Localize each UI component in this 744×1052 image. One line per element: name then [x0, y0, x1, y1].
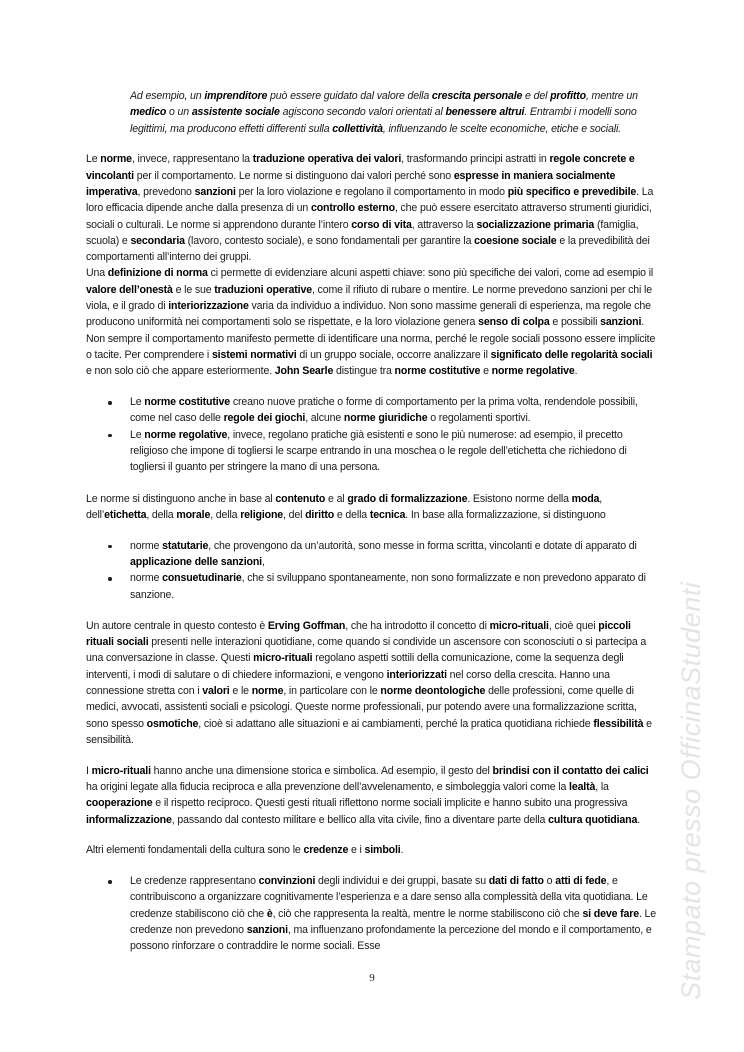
text-run: norme — [130, 539, 163, 552]
bold-term: statutarie — [162, 539, 209, 552]
bold-term: informalizzazione — [86, 813, 172, 826]
text-run: o regolamenti sportivi. — [427, 412, 531, 425]
bold-term: morale — [176, 508, 211, 521]
text-run: . La loro efficacia dipende anche dalla presenza di un — [86, 185, 654, 215]
text-run: Altri elementi fondamentali della cultura sono le — [86, 844, 304, 857]
text-run: , come il rifiuto di rubare o mentire. Le norme prevedono sanzioni per chi le viola, e il grado di — [86, 283, 652, 313]
bold-term: traduzione operativa dei valori — [252, 153, 402, 166]
bold-term: etichetta — [104, 508, 147, 521]
text-run: presenti nelle interazioni quotidiane, come quando si condivide un ascensore con sconosciuti o si partecipa a una conversazione in classe. Questi — [86, 636, 647, 665]
bold-term: profitto — [550, 90, 586, 102]
bold-term: norme regolative — [491, 365, 575, 378]
bold-term: sistemi normativi — [211, 348, 297, 361]
bold-term: controllo esterno — [310, 202, 395, 215]
text-run: distingue tra — [333, 365, 395, 378]
bold-term: micro-rituali — [489, 619, 549, 632]
bold-term: Erving Goffman — [267, 619, 346, 632]
page-number: 9 — [369, 971, 375, 984]
text-run: , della — [210, 508, 241, 521]
bold-term: John Searle — [274, 365, 334, 378]
text-run: e — [480, 365, 492, 378]
text-run: può essere guidato dal valore della — [267, 90, 432, 102]
list-item — [130, 538, 658, 571]
bold-term: regole concrete e vincolanti — [86, 153, 635, 182]
text-run: , cioè quei — [548, 619, 599, 632]
text-run: Le norme si distinguono anche in base al — [86, 492, 276, 505]
bold-term: contenuto — [275, 492, 326, 505]
text-run: , attraverso la — [411, 218, 477, 231]
text-run: . — [637, 813, 641, 826]
text-run: (famiglia, scuola) e — [86, 218, 639, 247]
bold-term: si deve fare — [582, 907, 639, 920]
bold-term: dati di fatto — [488, 875, 544, 888]
bold-term: norme deontologiche — [380, 685, 486, 697]
text-run: , prevedono — [137, 185, 195, 198]
text-run: Una — [86, 267, 108, 280]
bold-term: moda — [571, 492, 600, 505]
bold-term: grado di formalizzazione — [347, 492, 468, 505]
bold-term: atti di fede — [555, 875, 607, 888]
text-run: , e contribuiscono a organizzare cognitivamente l’esperienza e a dare senso alla complessità della vita quotidiana. Le credenze stabiliscono ciò che — [130, 875, 648, 920]
text-run: , invece, regolano pratiche già esistenti e sono le più numerose: ad esempio, il precetto religioso che impone di togliersi le scarpe entrando in una moschea o le regole dell’etichetta che richiedono di togliersi il guanto per stringere la mano di una persona. — [130, 428, 627, 474]
text-run: (lavoro, contesto sociale), e sono fondamentali per garantire la — [184, 234, 475, 247]
bold-term: cultura quotidiana — [548, 813, 638, 826]
text-run: e del — [522, 90, 551, 102]
bold-term: simboli — [364, 844, 401, 857]
text-run: . Entrambi i modelli sono legittimi, ma producono effetti differenti sulla — [130, 106, 637, 135]
paragraph — [86, 618, 658, 748]
bold-term: norme costitutive — [394, 365, 481, 378]
text-run: per la loro violazione e regolano il comportamento in modo — [235, 185, 508, 198]
text-run: Le — [130, 428, 145, 441]
bold-term: norme regolative — [144, 428, 228, 441]
paragraph — [86, 265, 658, 379]
text-run: . Esistono norme della — [467, 492, 572, 505]
bullet-list — [86, 873, 658, 954]
text-run: creano nuove pratiche o forme di comportamento per la prima volta, rendendole possibili, come nel caso delle — [130, 396, 638, 425]
bold-term: valori — [202, 685, 230, 697]
bold-term: interiorizzati — [386, 668, 447, 681]
text-run: e le sue — [172, 283, 215, 296]
text-run: o un — [166, 106, 192, 119]
paragraph — [86, 491, 658, 524]
bold-term: brindisi con il contatto dei calici — [492, 764, 649, 777]
text-run: varia da individuo a individuo. Non sono massime generali di esperienza, ma regole che producono uniformità nei comportamenti solo se rispettate, e la loro violazione genera — [86, 300, 651, 329]
text-run: , ciò che rappresenta la realtà, mentre le norme stabiliscono ciò che — [272, 907, 583, 920]
bold-term: senso di colpa — [478, 316, 550, 329]
bold-term: imprenditore — [204, 90, 268, 102]
bold-term: sanzioni — [194, 185, 236, 198]
text-run: , in particolare con le — [283, 685, 381, 697]
text-run: , che può essere esercitato attraverso strumenti giuridici, sociali o culturali. Le norme si apprendono durante l’intero — [86, 202, 652, 231]
text-run: e possibili — [549, 316, 601, 329]
bold-term: tecnica — [369, 508, 406, 521]
text-run: hanno anche una dimensione storica e simbolica. Ad esempio, il gesto del — [150, 764, 493, 777]
list-item — [130, 873, 658, 954]
list-item — [130, 570, 658, 603]
text-run: , mentre un — [585, 90, 638, 102]
text-run: e al — [325, 492, 348, 505]
bold-term: norme — [100, 153, 132, 166]
bold-term: piccoli rituali sociali — [86, 619, 631, 649]
text-run: Le — [130, 396, 145, 409]
bold-term: è — [266, 907, 273, 920]
paragraph — [86, 763, 658, 828]
bold-term: corso di vita — [351, 218, 412, 231]
bold-term: cooperazione — [86, 797, 153, 810]
bold-term: lealtà — [569, 780, 596, 793]
text-run: e il rispetto reciproco. Questi gesti rituali riflettono norme sociali implicite e hanno subito una progressiva — [152, 797, 628, 810]
text-run: , ma influenzano profondamente la percezione del mondo e il comportamento, e possono rinforzare o contraddire le norme sociali. Esse — [130, 924, 652, 953]
text-run: Le credenze rappresentano — [130, 875, 259, 888]
text-run: norme — [130, 572, 163, 585]
example-quote — [130, 88, 655, 137]
text-run: . In base alla formalizzazione, si distinguono — [405, 508, 606, 521]
list-item — [130, 427, 658, 476]
text-run: Le — [86, 153, 101, 166]
paragraph — [86, 151, 658, 265]
bold-term: norme giuridiche — [343, 412, 428, 425]
bold-term: religione — [240, 508, 284, 521]
bold-term: coesione sociale — [474, 234, 557, 247]
text-run: , del — [283, 508, 306, 521]
text-run: , che si sviluppano spontaneamente, non sono formalizzate e non prevedono apparato di sanzione. — [130, 572, 646, 601]
text-run: e non solo ciò che appare esteriormente. — [86, 365, 275, 378]
bullet-list — [86, 538, 658, 603]
document-page-body — [86, 0, 658, 955]
bold-term: norme — [251, 685, 284, 697]
bold-term: traduzioni operative — [214, 283, 312, 296]
text-run: , dell’ — [86, 492, 603, 521]
paragraph — [86, 842, 658, 858]
bold-term: benessere altrui — [445, 106, 525, 119]
text-run: ci permette di evidenziare alcuni aspetti chiave: sono più specifiche dei valori, come ad esempio il — [207, 267, 654, 280]
text-run: , influenzando le scelte economiche, etiche e sociali. — [382, 122, 621, 135]
text-run: Un autore centrale in questo contesto è — [86, 619, 268, 632]
bold-term: sanzioni — [600, 316, 642, 329]
bold-term: osmotiche — [146, 717, 199, 730]
bold-term: collettività — [332, 122, 383, 135]
text-run: nel corso della crescita. Hanno una connessione stretta con i — [86, 668, 610, 697]
text-run: agiscono secondo valori orientati al — [279, 106, 446, 119]
bold-term: regole dei giochi — [223, 412, 306, 425]
bold-term: diritto — [305, 508, 335, 521]
text-run: , cioè si adattano alle situazioni e ai cambiamenti, perché la pratica quotidiana richiede — [198, 717, 594, 730]
text-run: . Non sempre il comportamento manifesto permette di identificare una norma, perché le regole sociali possono essere implicite o tacite. Per comprendere i — [86, 316, 656, 361]
text-run: . — [574, 365, 578, 378]
bold-term: micro-rituali — [91, 764, 151, 777]
bold-term: convinzioni — [258, 875, 316, 888]
text-run: e le — [229, 685, 252, 697]
watermark: Stampato presso OfficinaStudenti — [676, 581, 706, 1000]
bold-term: secondaria — [130, 234, 185, 247]
bold-term: flessibilità — [593, 717, 644, 730]
text-run: , passando dal contesto militare e bellico alla vita civile, fino a diventare parte della — [171, 813, 549, 826]
text-run: , trasformando principi astratti in — [401, 153, 550, 166]
bold-term: definizione di norma — [107, 267, 208, 280]
bold-term: applicazione delle sanzioni — [130, 555, 262, 568]
bold-term: medico — [130, 106, 167, 119]
bold-term: assistente sociale — [191, 106, 280, 119]
text-run: , invece, rappresentano la — [131, 153, 253, 166]
text-run: e la prevedibilità dei comportamenti all’interno dei gruppi. — [86, 234, 650, 264]
text-run: , alcune — [305, 412, 344, 425]
bold-term: crescita personale — [431, 90, 523, 102]
text-run: ha origini legate alla fiducia reciproca e alla prevenzione dell’avvelenamento, e simboleggia valori come la — [86, 780, 570, 793]
bold-term: espresse in maniera socialmente imperativa — [86, 169, 616, 198]
bold-term: più specifico e prevedibile — [507, 185, 637, 198]
bold-term: valore dell’onestà — [86, 283, 173, 296]
text-run: , della — [146, 508, 177, 521]
bold-term: socializzazione primaria — [476, 218, 595, 231]
text-run: , che provengono da un’autorità, sono messe in forma scritta, vincolanti e dotate di apparato di — [208, 539, 637, 552]
bold-term: consuetudinarie — [162, 572, 242, 585]
text-run: e sensibilità. — [86, 717, 652, 746]
bold-term: norme costitutive — [144, 396, 231, 409]
bold-term: micro-rituali — [253, 652, 313, 665]
bold-term: interiorizzazione — [168, 300, 249, 313]
text-run: e i — [348, 844, 365, 857]
text-run: , che ha introdotto il concetto di — [345, 619, 490, 632]
bold-term: sanzioni — [246, 924, 288, 937]
bold-term: significato delle regolarità sociali — [490, 348, 653, 361]
text-run: regolano aspetti sottili della comunicazione, come la sequenza degli interventi, i modi di salutare o di chiedere informazioni, e vengono — [86, 652, 624, 681]
text-run: I — [86, 764, 92, 777]
text-run: , la — [595, 780, 609, 793]
bold-term: credenze — [303, 844, 349, 857]
text-run: . Le credenze non prevedono — [130, 907, 657, 937]
text-run: Ad esempio, un — [130, 90, 205, 102]
text-run: delle professioni, come quelle di medici, avvocati, assistenti sociali e psicologi. Queste norme professionali, pur potendo avere una formalizzazione scritta, sono spesso — [86, 685, 637, 730]
bullet-list — [86, 394, 658, 475]
text-run: per il comportamento. Le norme si distinguono dai valori perché sono — [133, 169, 454, 182]
text-run: . — [400, 844, 404, 857]
text-run: degli individui e dei gruppi, basate su — [315, 875, 489, 888]
text-run: e della — [334, 508, 370, 521]
text-run: di un gruppo sociale, occorre analizzare il — [296, 348, 491, 361]
text-run: o — [543, 875, 556, 888]
list-item — [130, 394, 658, 427]
text-run: , — [261, 555, 265, 568]
